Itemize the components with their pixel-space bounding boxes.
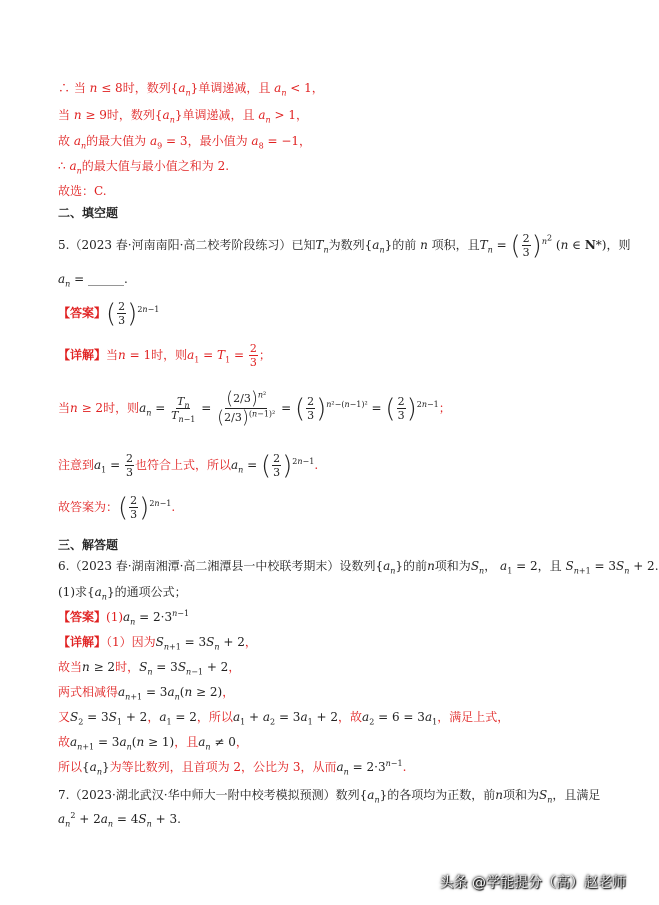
prev-line-4: ∴ $a_n$的最大值与最小值之和为 2. (58, 159, 230, 176)
section-fill-heading: 二、填空题 (58, 206, 119, 220)
q7-condition: $a_n^2 + 2a_n = 4S_n + 3$. (58, 811, 181, 829)
q6-detail-4: 又$S_2 = 3S_1 + 2$，$a_1 = 2$，所以$a_1 + a_2 = 3a_1 + 2$，故$a_2 = 6 = 3a_1$，满足上式， (58, 710, 510, 727)
q6-detail-2: 故当n ≥ 2时，$S_n = 3S_{n-1} + 2$， (58, 660, 241, 677)
q5-ask: $a_n$ = ______. (58, 272, 128, 289)
prev-line-1: ∴ 当 n ≤ 8时，数列$\{a_n\}$单调递减，且 $a_n < 1$， (58, 81, 324, 98)
q6-detail-6: 所以$\{a_n\}$为等比数列，且首项为 2，公比为 3，从而$a_n = 2\cdot 3^{n-1}$. (58, 759, 407, 777)
prev-line-5: 故选：C. (58, 184, 107, 198)
q6-answer: 【答案】$(1)a_n = 2\cdot 3^{n-1}$ (58, 609, 190, 627)
q6-detail-1: 【详解】（1）因为$S_{n+1} = 3S_n + 2$， (58, 635, 257, 652)
prev-line-2: 当 n ≥ 9时，数列$\{a_n\}$单调递减，且 $a_n > 1$， (58, 108, 308, 125)
q7-statement: 7.（2023·湖北武汉·华中师大一附中校考模拟预测）数列$\{a_n\}$的各项均为正数，前n项和为$S_n$，且满足 (58, 788, 601, 805)
prev-line-3: 故 $a_n$的最大值为 $a_9 = 3$，最小值为 $a_8 = -1$， (58, 134, 312, 151)
section-solve-heading: 三、解答题 (58, 538, 119, 552)
q5-detail-4: 故答案为：( $\frac{2}{3}$ )$^{2n-1}$. (58, 492, 176, 523)
q5-detail-3: 注意到$a_1$ = $\frac{2}{3}$ 也符合上式，所以$a_n$ = ( $\frac{2}{3}$ )$^{2n-1}$. (58, 450, 319, 481)
q5-statement: 5.（2023 春·河南南阳·高二校考阶段练习）已知$T_n$为数列$\{a_n\}$的前 n 项积，且$T_n$ = ( $\frac{2}{3}$ )$^{n^2}$ (n ∈ N*)，则 (58, 230, 631, 261)
q5-detail-2: 当n ≥ 2时，则$a_n$ = $\frac{T_n}{T_{n-1}}$ = $\frac{(2/3)^{n^2}}{(2/3)^{(n-1)^2}}$ = ( $\frac{2}{3}$ )$^{n^2-(n-1)^2}$ = ( $\frac{2}{3}$ )$^{2n-1}$； (58, 388, 451, 428)
watermark: 头条 @学能提分（高）赵老师 (439, 875, 626, 891)
q6-detail-3: 两式相减得$a_{n+1} = 3a_n(n \ge 2)$， (58, 685, 235, 702)
q6-statement: 6.（2023 春·湖南湘潭·高二湘潭县一中校联考期末）设数列$\{a_n\}$的前n项和为$S_n$， $a_1 = 2$，且 $S_{n+1} = 3S_n + 2$. (58, 559, 659, 576)
q5-answer: 【答案】( $\frac{2}{3}$ )$^{2n-1}$ (58, 298, 160, 329)
q6-detail-5: 故$a_{n+1} = 3a_n(n \ge 1)$，且$a_n \ne 0$， (58, 735, 248, 752)
q6-sub1: (1)求$\{a_n\}$的通项公式； (58, 585, 187, 602)
q5-detail-1: 【详解】当n = 1时，则$a_1 = T_1$ = $\frac{2}{3}$ ； (58, 342, 271, 369)
